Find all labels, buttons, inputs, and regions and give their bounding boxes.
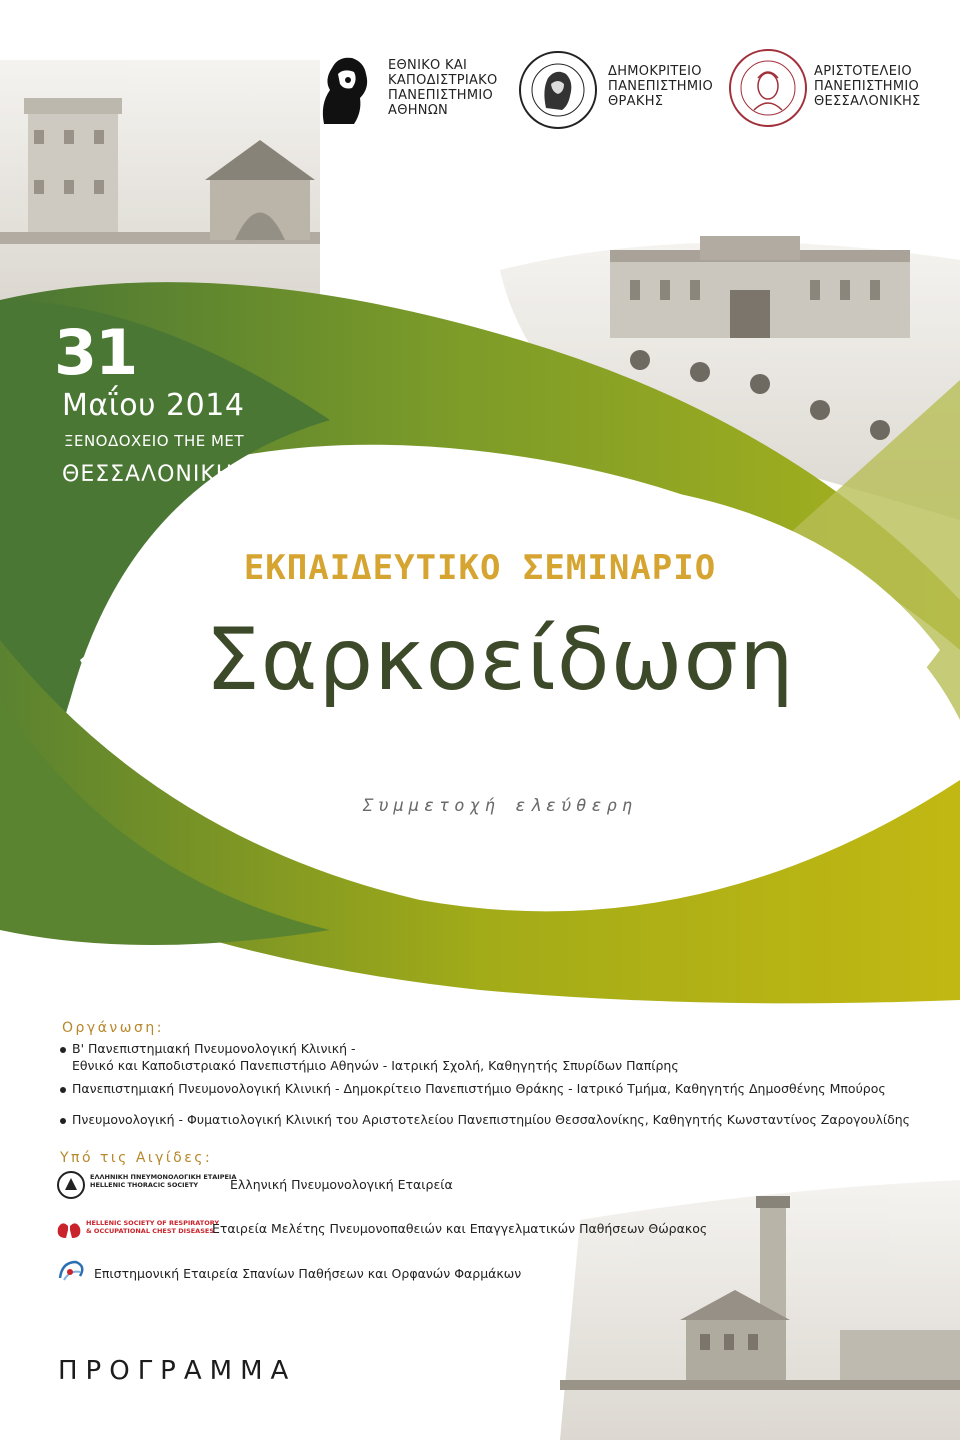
bullet-icon (60, 1118, 66, 1124)
participation-note: Συμμετοχή ελεύθερη (362, 796, 638, 816)
logo-athens-line4: ΑΘΗΝΩΝ (388, 103, 449, 118)
logo-thrace-university (518, 50, 728, 134)
logo-thrace-line1: ΔΗΜΟΚΡΙΤΕΙΟ (608, 64, 702, 79)
logo-athens-line1: ΕΘΝΙΚΟ ΚΑΙ (388, 58, 468, 73)
auspice-logo-text: ΕΛΛΗΝΙΚΗ ΠΝΕΥΜΟΝΟΛΟΓΙΚΗ ΕΤΑΙΡΕΙΑ (90, 1173, 237, 1181)
auspice-item (56, 1258, 556, 1288)
logo-thrace-line2: ΠΑΝΕΠΙΣΤΗΜΙΟ (608, 79, 714, 94)
organization-item-line1: Πνευμονολογική - Φυματιολογική Κλινική του Αριστοτελείου Πανεπιστημίου Θεσσαλονίκης, Καθηγητής Κωνσταντίνος Ζαρογουλίδης (72, 1112, 910, 1127)
logo-thrace-line3: ΘΡΑΚΗΣ (608, 94, 664, 109)
logo-athens-line3: ΠΑΝΕΠΙΣΤΗΜΙΟ (388, 88, 494, 103)
event-city: ΘΕΣΣΑΛΟΝΙΚΗ (62, 462, 234, 487)
rare-diseases-logo-icon (56, 1258, 86, 1286)
organization-item (60, 1040, 679, 1074)
bullet-icon (60, 1047, 66, 1053)
program-heading: ΠΡΟΓΡΑΜΜΑ (58, 1356, 297, 1386)
page-title: Σαρκοείδωση (205, 610, 795, 710)
logo-athens-university (314, 54, 514, 134)
event-day: 31 (54, 316, 137, 389)
seminar-label: ΕΚΠΑΙΔΕΥΤΙΚΟ ΣΕΜΙΝΑΡΙΟ (243, 548, 717, 588)
lungs-logo-icon (56, 1216, 82, 1240)
event-venue: ΞΕΝΟΔΟΧΕΙΟ THE MET (64, 432, 245, 450)
event-month-year: Μαΐου 2014 (62, 388, 245, 423)
auspice-logo-text: & OCCUPATIONAL CHEST DISEASES (86, 1227, 215, 1235)
organization-item (60, 1111, 910, 1128)
auspice-name: Επιστημονική Εταιρεία Σπανίων Παθήσεων και Ορφανών Φαρμάκων (94, 1266, 522, 1281)
auspice-logo-text: HELLENIC THORACIC SOCIETY (90, 1181, 199, 1189)
logo-auth-line2: ΠΑΝΕΠΙΣΤΗΜΙΟ (814, 79, 920, 94)
organization-item-line1: Β' Πανεπιστημιακή Πνευμονολογική Κλινική - (72, 1041, 356, 1056)
organization-heading: Οργάνωση: (62, 1020, 164, 1036)
logo-auth-line3: ΘΕΣΣΑΛΟΝΙΚΗΣ (814, 94, 921, 109)
organization-item (60, 1080, 886, 1097)
auspice-item (56, 1216, 716, 1244)
logo-athens-line2: ΚΑΠΟΔΙΣΤΡΙΑΚΟ (388, 73, 498, 88)
thoracic-society-logo-icon (56, 1170, 86, 1200)
bullet-icon (60, 1087, 66, 1093)
auspice-item (56, 1170, 576, 1202)
democritus-seal-icon (518, 50, 598, 130)
auspice-name: Ελληνική Πνευμονολογική Εταιρεία (230, 1177, 453, 1192)
aristotle-seal-icon (728, 48, 808, 128)
athena-helmet-icon (314, 54, 372, 126)
organization-item-line1: Πανεπιστημιακή Πνευμονολογική Κλινική - Δημοκρίτειο Πανεπιστήμιο Θράκης - Ιατρικό Τμήμα, Καθηγητής Δημοσθένης Μπούρος (72, 1081, 886, 1096)
logo-auth-line1: ΑΡΙΣΤΟΤΕΛΕΙΟ (814, 64, 912, 79)
auspice-logo-text: HELLENIC SOCIETY OF RESPIRATORY (86, 1219, 220, 1227)
photo-white-tower (0, 60, 320, 300)
auspices-heading: Υπό τις Αιγίδες: (60, 1150, 213, 1166)
logo-aristotle-university (728, 48, 948, 134)
organization-item-line2: Εθνικό και Καποδιστριακό Πανεπιστήμιο Αθηνών - Ιατρική Σχολή, Καθηγητής Σπυρίδων Παπίρης (72, 1058, 679, 1073)
auspice-name: Εταιρεία Μελέτης Πνευμονοπαθειών και Επαγγελματικών Παθήσεων Θώρακος (212, 1221, 708, 1236)
